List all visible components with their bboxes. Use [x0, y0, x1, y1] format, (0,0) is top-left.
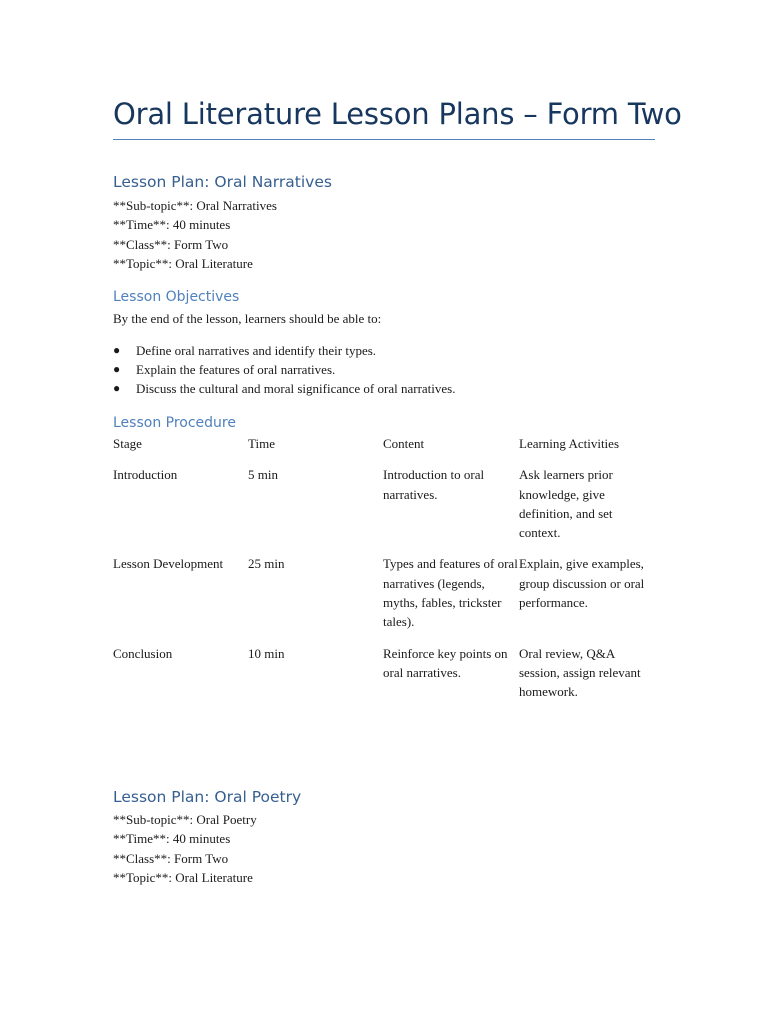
meta-topic: **Topic**: Oral Literature — [113, 255, 253, 271]
cell-content: Introduction to oral narratives. — [383, 467, 485, 502]
meta-subtopic: **Sub-topic**: Oral Narratives — [113, 198, 277, 213]
bullet-icon: ● — [113, 362, 121, 376]
table-row — [113, 465, 655, 554]
meta-time: **Time**: 40 minutes — [113, 831, 231, 847]
column-header-stage: Stage — [113, 436, 142, 451]
column-header-content: Content — [383, 436, 425, 451]
meta-class: **Class**: Form Two — [113, 850, 229, 866]
cell-activities: Oral review, Q&A session, assign relevant homework. — [519, 645, 641, 700]
column-header-time: Time — [248, 436, 275, 451]
bullet-icon: ● — [113, 343, 121, 357]
lesson-plan-heading: Lesson Plan: Oral Narratives — [113, 173, 332, 191]
cell-stage: Conclusion — [113, 645, 173, 661]
title-underline — [113, 139, 655, 140]
meta-topic: **Topic**: Oral Literature — [113, 869, 253, 885]
cell-time: 25 min — [248, 556, 285, 572]
table-row — [113, 554, 655, 643]
cell-content: Reinforce key points on oral narratives. — [383, 645, 508, 680]
objective-item: ● Discuss the cultural and moral significance of oral narratives. — [113, 381, 456, 396]
cell-activities: Ask learners prior knowledge, give definition, and set context. — [519, 467, 613, 541]
procedure-heading: Lesson Procedure — [113, 415, 236, 431]
meta-class: **Class**: Form Two — [113, 236, 229, 252]
cell-activities: Explain, give examples, group discussion or oral performance. — [519, 556, 645, 611]
objectives-intro: By the end of the lesson, learners should be able to: — [113, 311, 382, 326]
cell-stage: Introduction — [113, 467, 178, 483]
objective-item: ● Explain the features of oral narratives. — [113, 362, 336, 377]
objectives-list — [113, 341, 455, 398]
lesson-plan-meta-list — [113, 196, 277, 273]
meta-time: **Time**: 40 minutes — [113, 217, 231, 233]
table-row — [113, 644, 655, 714]
bullet-icon: ● — [113, 381, 121, 395]
objective-item: ● Define oral narratives and identify their types. — [113, 343, 377, 358]
document-title: Oral Literature Lesson Plans – Form Two — [113, 97, 682, 131]
objectives-heading: Lesson Objectives — [113, 289, 240, 305]
cell-time: 10 min — [248, 645, 285, 661]
cell-time: 5 min — [248, 467, 278, 483]
procedure-table — [113, 434, 655, 714]
lesson-plan-meta-list — [113, 810, 257, 887]
column-header-activities: Learning Activities — [519, 436, 620, 451]
cell-content: Types and features of oral narratives (legends, myths, fables, trickster tales). — [383, 556, 518, 630]
meta-subtopic: **Sub-topic**: Oral Poetry — [113, 812, 257, 827]
table-header-row — [113, 434, 655, 465]
lesson-plan-heading: Lesson Plan: Oral Poetry — [113, 788, 302, 806]
cell-stage: Lesson Development — [113, 556, 224, 572]
